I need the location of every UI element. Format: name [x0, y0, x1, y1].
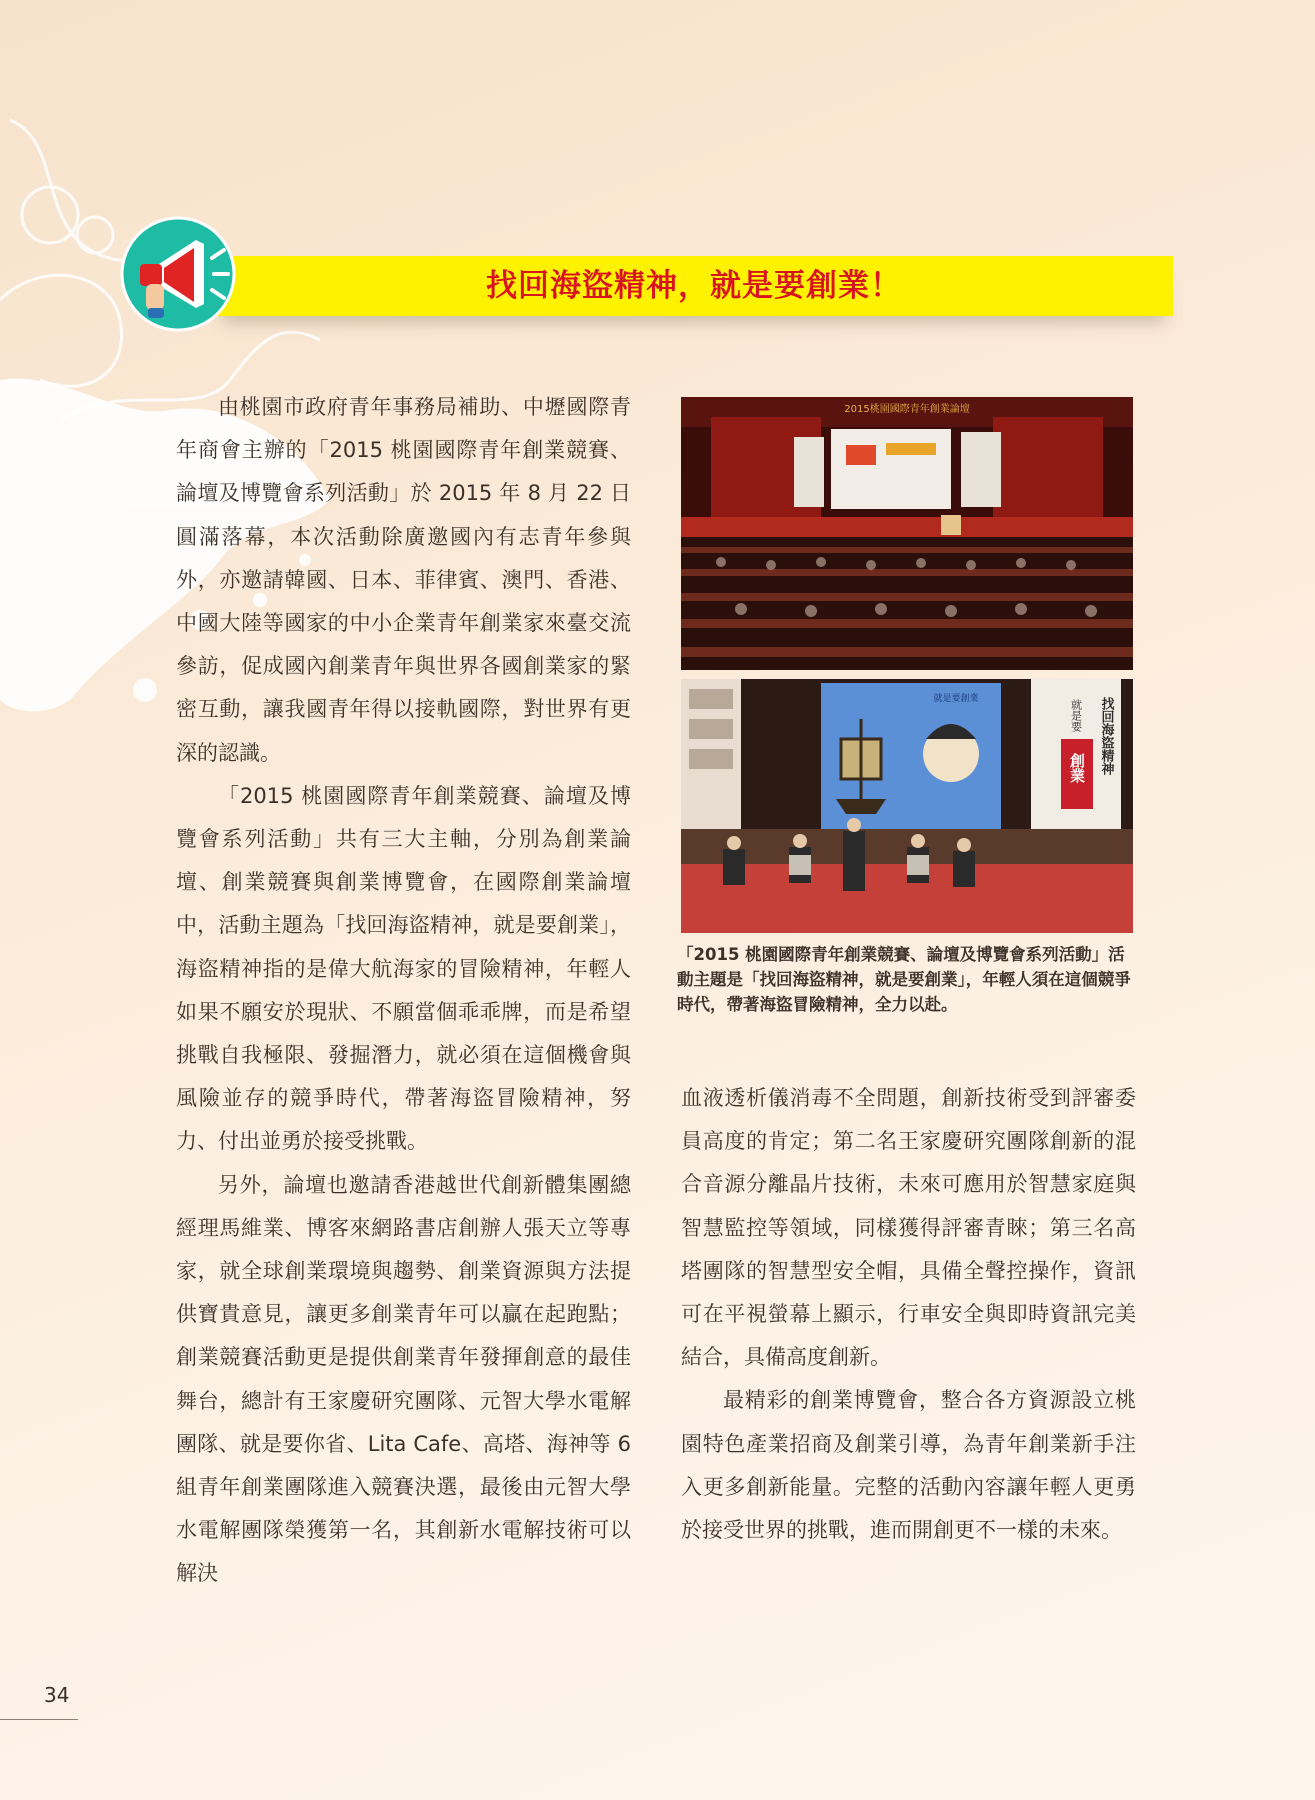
left-text-column — [176, 386, 631, 1596]
photo-auditorium — [681, 397, 1133, 670]
photo-caption: 「2015 桃園國際青年創業競賽、論壇及博覽會系列活動」活動主題是「找回海盜精神，就是要創業」，年輕人須在這個競爭時代，帶著海盜冒險精神，全力以赴。 — [677, 945, 1131, 1014]
poster-vertical-text: 找回海盜精神 — [1098, 697, 1114, 775]
page-number-rule — [0, 1719, 78, 1720]
poster-main-text: 創業 — [1068, 753, 1086, 783]
stage-banner: 2015桃園國際青年創業論壇 — [844, 404, 970, 415]
section-title-banner — [215, 256, 1173, 316]
photo-forum-panel — [681, 679, 1133, 933]
paragraph: 「2015 桃園國際青年創業競賽、論壇及博覽會系列活動」共有三大主軸，分別為創業論壇、創業競賽與創業博覽會，在國際創業論壇中，活動主題為「找回海盜精神，就是要創業」，海盜精神指的是偉大航海家的冒險精神，年輕人如果不願安於現狀、不願當個乖乖牌，而是希望挑戰自我極限、發掘潛力，就必須在這個機會與風險並存的競爭時代，帶著海盜冒險精神，努力、付出並勇於接受挑戰。 — [176, 783, 631, 1154]
megaphone-icon — [120, 216, 236, 332]
paragraph: 另外，論壇也邀請香港越世代創新體集團總經理馬維業、博客來網路書店創辦人張天立等專家，就全球創業環境與趨勢、創業資源與方法提供寶貴意見，讓更多創業青年可以贏在起跑點；創業競賽活動更是提供創業青年發揮創意的最佳舞台，總計有王家慶研究團隊、元智大學水電解團隊、就是要你省、Lita Cafe、高塔、海神等 6 組青年創業團隊進入競賽決選，最後由元智大學水電解團隊榮獲第一名，其創新水電解技術可以解決 — [176, 1172, 631, 1586]
paragraph: 血液透析儀消毒不全問題，創新技術受到評審委員高度的肯定；第二名王家慶研究團隊創新的混合音源分離晶片技術，未來可應用於智慧家庭與智慧監控等領域，同樣獲得評審青睞；第三名高塔團隊的智慧型安全帽，具備全聲控操作，資訊可在平視螢幕上顯示，行車安全與即時資訊完美結合，具備高度創新。 — [681, 1086, 1136, 1370]
paragraph: 由桃園市政府青年事務局補助、中壢國際青年商會主辦的「2015 桃園國際青年創業競賽、論壇及博覽會系列活動」於 2015 年 8 月 22 日圓滿落幕，本次活動除廣邀國內有志青年參與外，亦邀請韓國、日本、菲律賓、澳門、香港、中國大陸等國家的中小企業青年創業家來臺交流參訪，促成國內創業青年與世界各國創業家的緊密互動，讓我國青年得以接軌國際，對世界有更深的認識。 — [176, 395, 631, 765]
poster-sub-text: 就是要 — [1069, 699, 1083, 732]
page-number: 34 — [44, 1683, 70, 1707]
screen-label: 就是要創業 — [933, 694, 979, 704]
section-title: 找回海盜精神，就是要創業！ — [486, 268, 902, 304]
right-text-column — [681, 1077, 1136, 1552]
paragraph: 最精彩的創業博覽會，整合各方資源設立桃園特色產業招商及創業引導，為青年創業新手注入更多創新能量。完整的活動內容讓年輕人更勇於接受世界的挑戰，進而開創更不一樣的未來。 — [681, 1388, 1136, 1543]
